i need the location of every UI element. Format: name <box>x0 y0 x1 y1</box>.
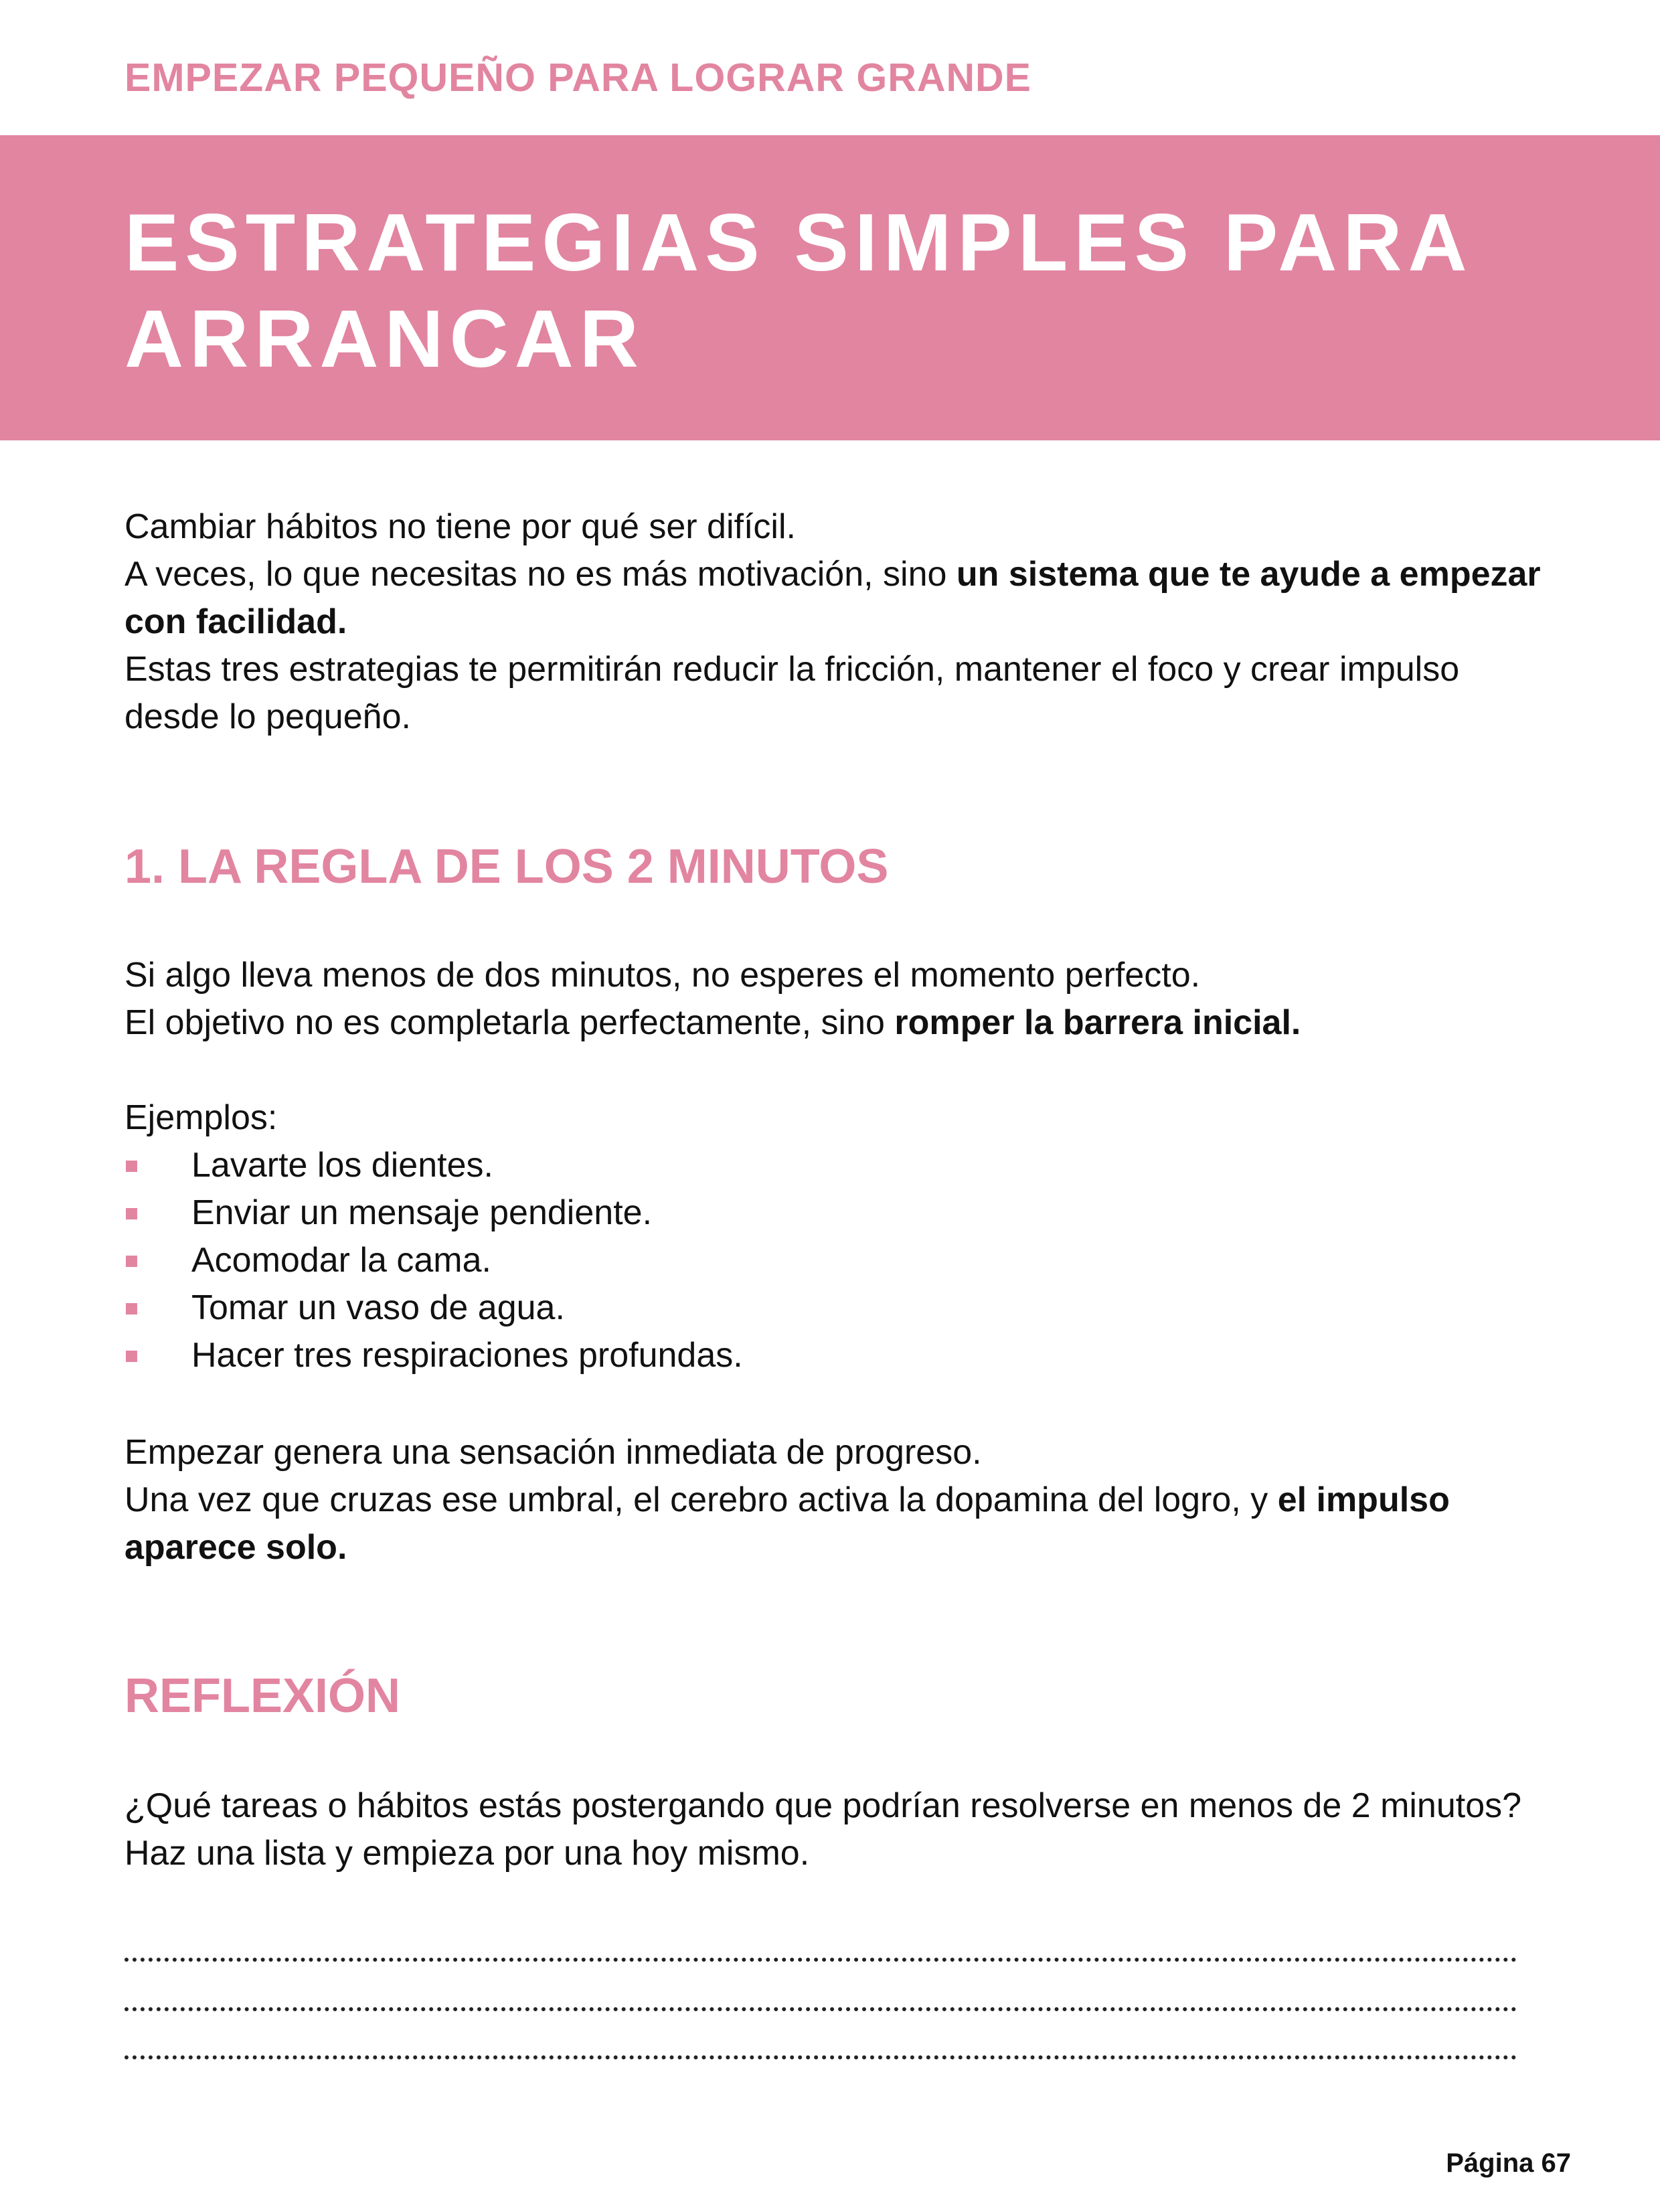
answer-line-1[interactable] <box>124 1958 1517 1962</box>
examples-label: Ejemplos: <box>124 1098 278 1137</box>
intro-line-2-text: A veces, lo que necesitas no es más motivación, sino <box>124 555 957 594</box>
list-item <box>124 1332 1550 1379</box>
intro-line-3: Estas tres estrategias te permitirán reducir la fricción, mantener el foco y crear impulso desde lo pequeño. <box>124 650 1460 736</box>
answer-line-2[interactable] <box>124 2007 1517 2011</box>
list-item <box>124 1189 1550 1237</box>
intro-line-2-emphasis: un sistema que te ayude a empezar con facilidad. <box>124 555 1541 641</box>
list-item-text: Lavarte los dientes. <box>191 1146 493 1185</box>
bullet-square-icon <box>126 1208 137 1219</box>
chapter-kicker: EMPEZAR PEQUEÑO PARA LOGRAR GRANDE <box>124 56 1032 100</box>
bullet-square-icon <box>126 1256 137 1267</box>
rule-line-2 <box>124 999 1550 1047</box>
bullet-square-icon <box>126 1351 137 1362</box>
examples-block <box>124 1094 1550 1379</box>
section-two-minute-rule-body <box>124 952 1550 1047</box>
page-title-line-1: ESTRATEGIAS SIMPLES PARA <box>124 197 1473 288</box>
reflection-question <box>124 1782 1550 1877</box>
rule-line-2-text: El objetivo no es completarla perfectamente, sino <box>124 1003 895 1042</box>
bullet-square-icon <box>126 1303 137 1314</box>
closing-line-2-emphasis: el impulso aparece solo. <box>124 1480 1450 1567</box>
rule-line-1: Si algo lleva menos de dos minutos, no esperes el momento perfecto. <box>124 956 1201 995</box>
intro-line-1: Cambiar hábitos no tiene por qué ser difícil. <box>124 507 796 546</box>
rule-line-2-emphasis: romper la barrera inicial. <box>894 1003 1301 1042</box>
intro-line-2 <box>124 551 1550 646</box>
bullet-square-icon <box>126 1161 137 1172</box>
section-heading-reflection: REFLEXIÓN <box>124 1669 401 1723</box>
page-title-line-2: ARRANCAR <box>124 293 645 384</box>
examples-list <box>124 1142 1550 1379</box>
list-item-text: Tomar un vaso de agua. <box>191 1288 565 1327</box>
list-item <box>124 1237 1550 1284</box>
answer-line-3[interactable] <box>124 2055 1517 2059</box>
closing-line-2-text: Una vez que cruzas ese umbral, el cerebro activa la dopamina del logro, y <box>124 1480 1278 1519</box>
reflection-question-text: ¿Qué tareas o hábitos estás postergando que podrían resolverse en menos de 2 minutos? Haz una lista y empieza por una hoy mismo. <box>124 1786 1522 1873</box>
list-item-text: Hacer tres respiraciones profundas. <box>191 1336 743 1375</box>
page-title <box>124 194 1530 387</box>
list-item-text: Enviar un mensaje pendiente. <box>191 1193 653 1232</box>
list-item-text: Acomodar la cama. <box>191 1241 491 1280</box>
list-item <box>124 1142 1550 1189</box>
list-item <box>124 1284 1550 1332</box>
closing-line-2 <box>124 1476 1550 1571</box>
closing-line-1: Empezar genera una sensación inmediata de progreso. <box>124 1433 982 1472</box>
section-heading-two-minute-rule: 1. LA REGLA DE LOS 2 MINUTOS <box>124 840 889 894</box>
intro-paragraph <box>124 503 1550 741</box>
closing-paragraph <box>124 1429 1550 1571</box>
page-number: Página 67 <box>1446 2148 1571 2178</box>
